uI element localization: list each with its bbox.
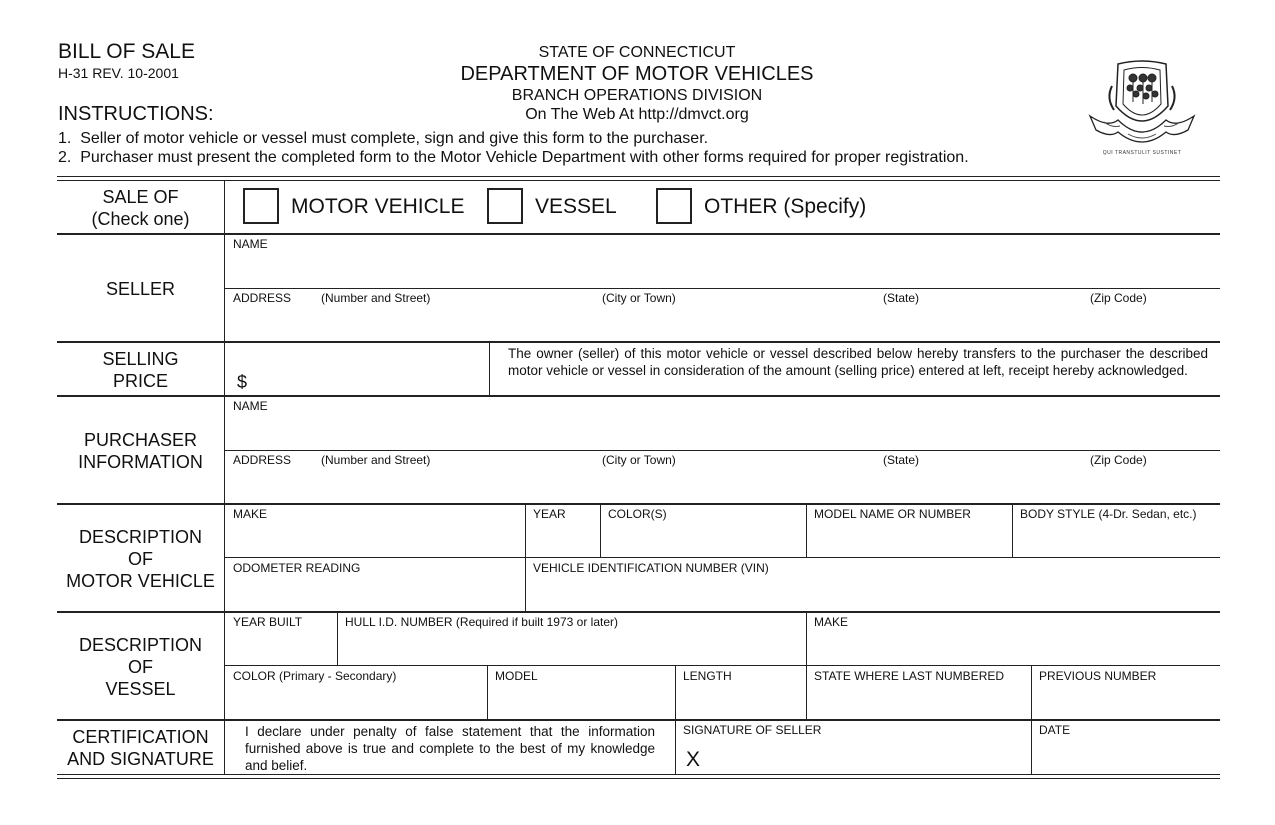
field-divider [224,450,1220,451]
other-option-label: OTHER (Specify) [704,195,867,218]
state-seal-icon [1088,58,1196,148]
row-divider [57,233,1220,235]
vessel-color-field[interactable]: COLOR (Primary - Secondary) [233,669,397,683]
field-divider [487,665,488,719]
purchaser-label-line: INFORMATION [78,452,203,472]
vessel-label-line: VESSEL [105,679,176,699]
vehicle-body-style-field[interactable]: BODY STYLE (4-Dr. Sedan, etc.) [1020,507,1197,521]
vehicle-model-field[interactable]: MODEL NAME OR NUMBER [814,507,971,521]
field-divider [806,611,807,719]
motor-vehicle-label-line: OF [128,549,153,569]
seller-address-field[interactable]: ADDRESS [233,291,292,305]
row-divider [57,719,1220,721]
certification-label-line: CERTIFICATION [72,727,209,747]
frame-bottom-inner [57,774,1220,775]
field-divider [224,665,1220,666]
web-address: On The Web At http://dmvct.org [525,106,749,123]
field-divider [600,503,601,557]
motor-vehicle-checkbox[interactable] [243,188,279,224]
vessel-checkbox[interactable] [487,188,523,224]
state-seal [1088,58,1196,148]
row-divider [57,611,1220,613]
row-divider [57,395,1220,397]
field-divider [525,503,526,611]
seller-city-hint: (City or Town) [602,291,676,305]
purchaser-city-hint: (City or Town) [602,453,676,467]
sale-of-label-line: (Check one) [91,209,190,229]
selling-price-field[interactable]: $ [237,372,248,392]
field-divider [337,611,338,665]
seller-signature-field[interactable]: SIGNATURE OF SELLER [683,723,822,737]
vessel-model-field[interactable]: MODEL [495,669,538,683]
purchaser-street-hint: (Number and Street) [321,453,431,467]
vessel-year-built-field[interactable]: YEAR BUILT [233,615,303,629]
seller-street-hint: (Number and Street) [321,291,431,305]
purchaser-state-hint: (State) [883,453,920,467]
instructions-title: INSTRUCTIONS: [58,103,214,125]
seal-motto: QUI TRANSTULIT SUSTINET [1102,150,1182,156]
form-title: BILL OF SALE [58,40,195,63]
vehicle-colors-field[interactable]: COLOR(S) [608,507,667,521]
field-divider [675,719,676,774]
selling-price-label [57,348,224,392]
vessel-previous-number-field[interactable]: PREVIOUS NUMBER [1039,669,1157,683]
vessel-label-line: DESCRIPTION [78,635,202,655]
purchaser-zip-hint: (Zip Code) [1090,453,1147,467]
row-divider [57,503,1220,505]
field-divider [675,665,676,719]
vessel-label [57,634,224,700]
certification-label-line: AND SIGNATURE [67,749,214,769]
certification-label [57,726,224,770]
seller-label: SELLER [105,279,176,299]
label-column-divider [224,180,225,774]
purchaser-label-line: PURCHASER [83,430,198,450]
transfer-statement: The owner (seller) of this motor vehicle or vessel described below hereby transfers to the purchaser the described motor vehicle or vessel in consideration of the amount (selling price) entered at left, receipt hereby acknowledged. [508,346,1208,378]
purchaser-label [57,429,224,473]
seller-zip-hint: (Zip Code) [1090,291,1147,305]
instruction-1: 1. Seller of motor vehicle or vessel must complete, sign and give this form to the purchaser. [58,130,709,147]
selling-price-label-line: PRICE [112,371,168,391]
selling-price-label-line: SELLING [102,349,179,369]
motor-vehicle-label-line: DESCRIPTION [78,527,202,547]
field-divider [1012,503,1013,557]
vessel-make-field[interactable]: MAKE [814,615,849,629]
instruction-2: 2. Purchaser must present the completed form to the Motor Vehicle Department with other forms required for proper registration. [58,149,969,166]
field-divider [1031,665,1032,719]
odometer-field[interactable]: ODOMETER READING [233,561,361,575]
motor-vehicle-label-line: MOTOR VEHICLE [66,571,215,591]
state-name: STATE OF CONNECTICUT [538,44,736,61]
vehicle-make-field[interactable]: MAKE [233,507,268,521]
sale-of-label-line: SALE OF [102,187,179,207]
field-divider [1031,719,1032,774]
motor-vehicle-option-label: MOTOR VEHICLE [291,195,465,218]
other-checkbox[interactable] [656,188,692,224]
sale-of-label [57,186,224,230]
certification-declaration: I declare under penalty of false statement that the information furnished above is true and complete to the best of my knowledge and belief. [245,724,655,773]
vessel-hull-id-field[interactable]: HULL I.D. NUMBER (Required if built 1973 or later) [345,615,618,629]
frame-top-inner [57,180,1220,181]
field-divider [224,557,1220,558]
vessel-label-line: OF [128,657,153,677]
division-name: BRANCH OPERATIONS DIVISION [511,87,763,104]
vehicle-year-field[interactable]: YEAR [533,507,566,521]
frame-top-outer [57,176,1220,177]
vessel-option-label: VESSEL [535,195,617,218]
motor-vehicle-label [57,526,224,592]
purchaser-name-field[interactable]: NAME [233,399,268,413]
signature-date-field[interactable]: DATE [1039,723,1071,737]
field-divider [224,288,1220,289]
signature-x-mark: X [686,748,701,771]
department-name: DEPARTMENT OF MOTOR VEHICLES [460,63,814,85]
field-divider [806,503,807,557]
form-number: H-31 REV. 10-2001 [58,65,179,81]
row-divider [57,341,1220,343]
purchaser-address-field[interactable]: ADDRESS [233,453,292,467]
seller-name-field[interactable]: NAME [233,237,268,251]
frame-bottom-outer [57,778,1220,779]
vessel-state-last-numbered-field[interactable]: STATE WHERE LAST NUMBERED [814,669,1005,683]
field-divider [489,341,490,395]
seller-state-hint: (State) [883,291,920,305]
vessel-length-field[interactable]: LENGTH [683,669,732,683]
vin-field[interactable]: VEHICLE IDENTIFICATION NUMBER (VIN) [533,561,769,575]
